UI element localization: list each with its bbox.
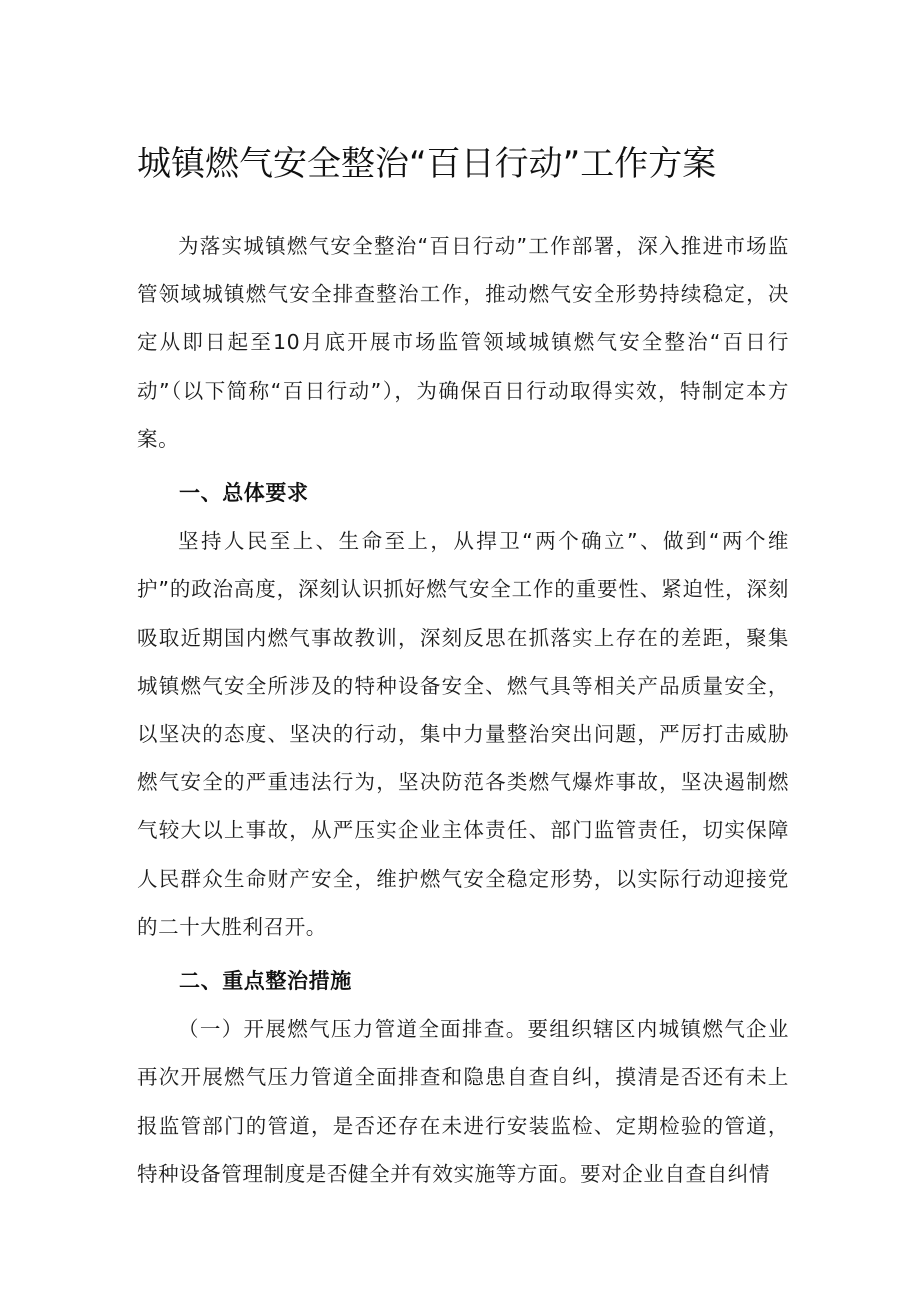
general-requirements-paragraph: 坚持人民至上、生命至上，从捍卫“两个确立”、做到“两个维护”的政治高度，深刻认识抓好燃气安全工作的重要性、紧迫性，深刻吸取近期国内燃气事故教训，深刻反思在抓落实上存在的差距，聚集城镇燃气安全所涉及的特种设备安全、燃气具等相关产品质量安全，以坚决的态度、坚决的行动，集中力量整治突出问题，严厉打击威胁燃气安全的严重违法行为，坚决防范各类燃气爆炸事故，坚决遏制燃气较大以上事故，从严压实企业主体责任、部门监管责任，切实保障人民群众生命财产安全，维护燃气安全稳定形势，以实际行动迎接党的二十大胜利召开。 [137, 529, 789, 939]
section-heading-general-requirements: 一、总体要求 [179, 481, 309, 506]
section-heading-key-measures: 二、重点整治措施 [179, 969, 352, 994]
document-title: 城镇燃气安全整治“百日行动”工作方案 [137, 144, 717, 184]
document-body [137, 222, 789, 1198]
key-measures-item-1-paragraph: （一）开展燃气压力管道全面排查。要组织辖区内城镇燃气企业再次开展燃气压力管道全面排查和隐患自查自纠，摸清是否还有未上报监管部门的管道，是否还存在未进行安装监检、定期检验的管道，特种设备管理制度是否健全并有效实施等方面。要对企业自查自纠情 [137, 1017, 789, 1186]
intro-paragraph: 为落实城镇燃气安全整治“百日行动”工作部署，深入推进市场监管领域城镇燃气安全排查整治工作，推动燃气安全形势持续稳定，决定从即日起至10月底开展市场监管领域城镇燃气安全整治“百日行动”（以下简称“百日行动”），为确保百日行动取得实效，特制定本方案。 [137, 234, 789, 451]
